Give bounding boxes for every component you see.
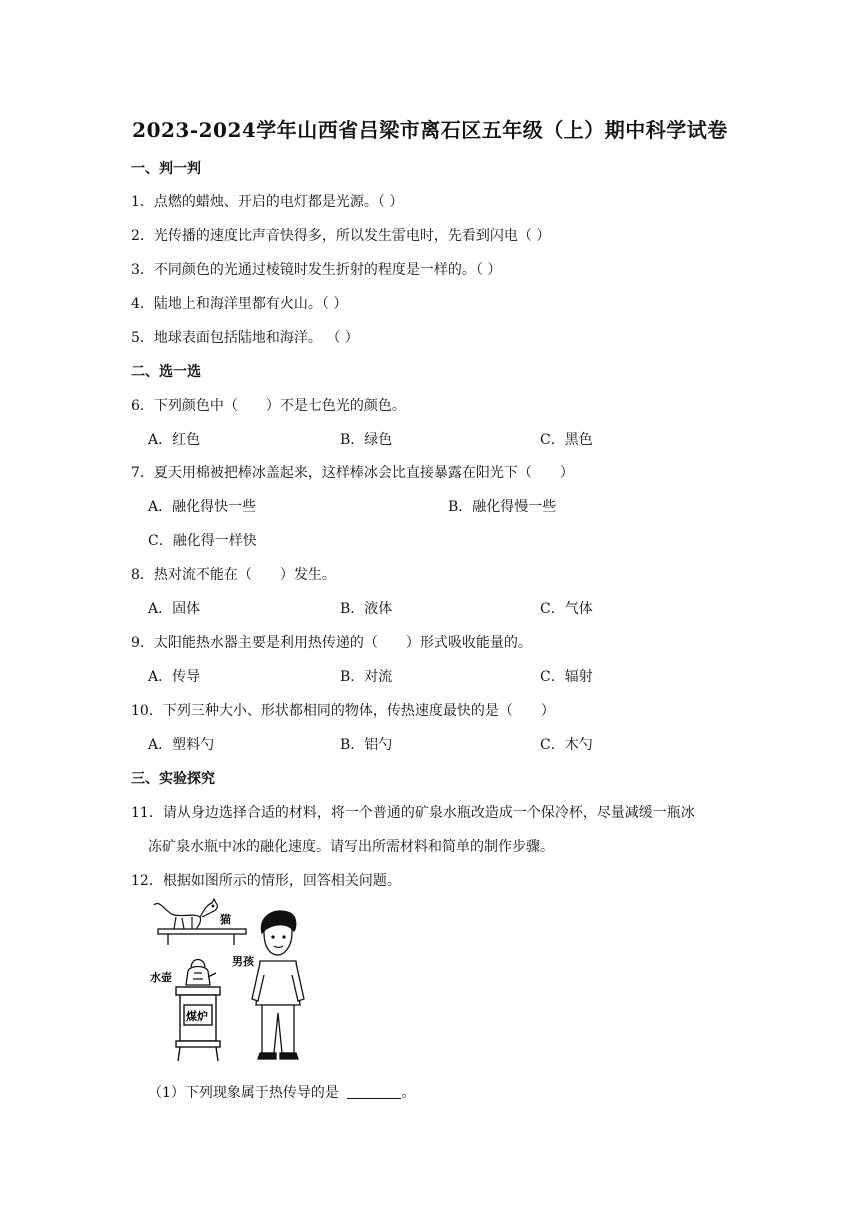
question-9-stem: 9．太阳能热水器主要是利用热传递的（ ）形式吸收能量的。: [131, 635, 532, 651]
exam-title: 2023-2024学年山西省吕梁市离石区五年级（上）期中科学试卷: [132, 118, 728, 142]
question-2: 2．光传播的速度比声音快得多，所以发生雷电时，先看到闪电（ ）: [131, 228, 551, 244]
question-7-option-a: A．融化得快一些: [148, 499, 257, 515]
stove-label: 煤炉: [186, 1010, 208, 1023]
section-heading-choose: 二、选一选: [131, 364, 201, 380]
question-6-option-a: A．红色: [148, 432, 201, 448]
answer-blank[interactable]: [347, 1084, 401, 1099]
question-8-stem: 8．热对流不能在（ ）发生。: [131, 567, 336, 583]
question-3: 3．不同颜色的光通过棱镜时发生折射的程度是一样的。（ ）: [131, 262, 502, 278]
stove-illustration: [176, 987, 220, 1061]
question-9-option-c: C．辐射: [540, 669, 593, 685]
question-10-option-b: B．铝勺: [340, 737, 393, 753]
kettle-illustration: [186, 960, 216, 986]
question-11-line-1: 11．请从身边选择合适的材料，将一个普通的矿泉水瓶改造成一个保冷杯，尽量减缓一瓶冰: [131, 805, 695, 821]
question-1: 1．点燃的蜡烛、开启的电灯都是光源。（ ）: [131, 194, 404, 210]
cat-illustration: [154, 899, 217, 929]
question-7-option-c: C．融化得一样快: [148, 533, 257, 549]
question-9-option-a: A．传导: [148, 669, 201, 685]
question-10-option-c: C．木勺: [540, 737, 593, 753]
question-9-option-b: B．对流: [340, 669, 393, 685]
question-8-option-a: A．固体: [148, 601, 201, 617]
question-5: 5．地球表面包括陆地和海洋。 （ ）: [131, 330, 359, 346]
kettle-label: 水壶: [150, 971, 172, 984]
question-12-sub-1-end: 。: [401, 1085, 416, 1101]
question-8-option-c: C．气体: [540, 601, 593, 617]
question-12-sub-1: [148, 1082, 415, 1102]
question-8-option-b: B．液体: [340, 601, 393, 617]
question-12-sub-1-text: （1）下列现象属于热传导的是: [148, 1085, 344, 1101]
section-heading-experiment: 三、实验探究: [131, 771, 215, 787]
question-6-option-c: C．黑色: [540, 432, 593, 448]
section-heading-judge: 一、判一判: [131, 161, 201, 177]
cat-label: 猫: [220, 913, 231, 926]
question-7-option-b: B．融化得慢一些: [448, 499, 557, 515]
boy-illustration: [252, 911, 304, 1059]
question-7-stem: 7．夏天用棉被把棒冰盖起来，这样棒冰会比直接暴露在阳光下（ ）: [131, 465, 574, 481]
question-10-option-a: A．塑料勺: [148, 737, 215, 753]
question-6-option-b: B．绿色: [340, 432, 393, 448]
boy-label: 男孩: [232, 955, 254, 968]
question-10-stem: 10．下列三种大小、形状都相同的物体，传热速度最快的是（ ）: [131, 703, 555, 719]
question-12-figure: [146, 893, 326, 1068]
question-6-stem: 6．下列颜色中（ ）不是七色光的颜色。: [131, 398, 406, 414]
question-11-line-2: 冻矿泉水瓶中冰的融化速度。请写出所需材料和简单的制作步骤。: [148, 839, 554, 855]
shelf-illustration: [158, 929, 246, 945]
question-4: 4．陆地上和海洋里都有火山。（ ）: [131, 296, 348, 312]
question-12-stem: 12．根据如图所示的情形，回答相关问题。: [131, 873, 401, 889]
